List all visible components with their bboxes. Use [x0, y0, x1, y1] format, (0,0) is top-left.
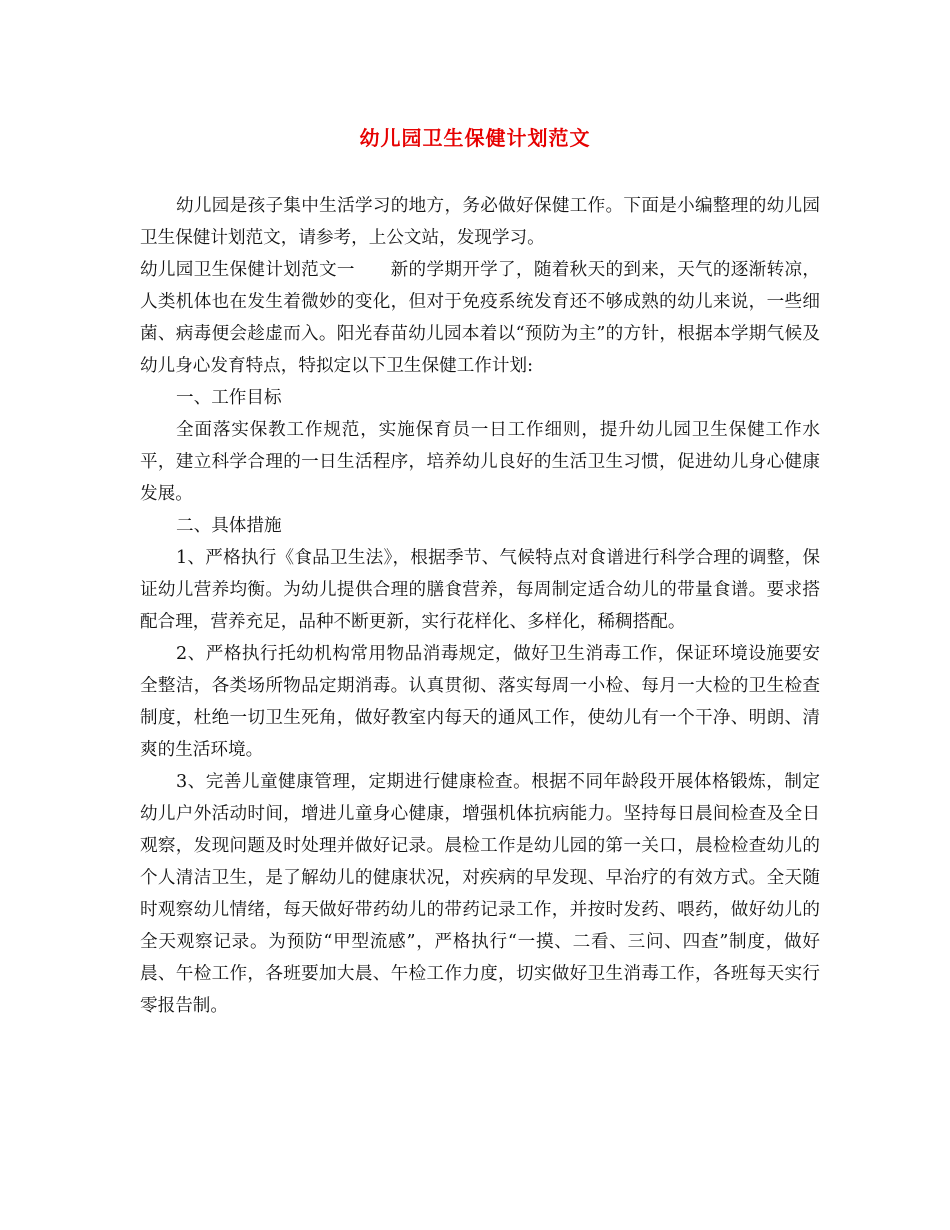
paragraph-intro: 幼儿园是孩子集中生活学习的地方，务必做好保健工作。下面是小编整理的幼儿园卫生保健计划范文，请参考，上公文站，发现学习。: [140, 196, 820, 248]
paragraph-goals: 全面落实保教工作规范，实施保育员一日工作细则，提升幼儿园卫生保健工作水平，建立科学合理的一日生活程序，培养幼儿良好的生活卫生习惯，促进幼儿身心健康发展。: [140, 420, 820, 504]
paragraph-plan-one: 幼儿园卫生保健计划范文一 新的学期开学了，随着秋天的到来，天气的逐渐转凉，人类机体也在发生着微妙的变化，但对于免疫系统发育还不够成熟的幼儿来说，一些细菌、病毒便会趁虚而入。阳光春苗幼儿园本着以“预防为主”的方针，根据本学期气候及幼儿身心发育特点，特拟定以下卫生保健工作计划:: [140, 260, 820, 376]
document-title: 幼儿园卫生保健计划范文: [359, 126, 591, 150]
section-heading-goals: 一、工作目标: [176, 388, 282, 408]
document-body: [140, 190, 820, 1022]
paragraph-measure-2: 2、严格执行托幼机构常用物品消毒规定，做好卫生消毒工作，保证环境设施要安全整洁，各类场所物品定期消毒。认真贯彻、落实每周一小检、每月一大检的卫生检查制度，杜绝一切卫生死角，做好教室内每天的通风工作，使幼儿有一个干净、明朗、清爽的生活环境。: [140, 644, 820, 760]
paragraph-measure-3: 3、完善儿童健康管理，定期进行健康检查。根据不同年龄段开展体格锻炼，制定幼儿户外活动时间，增进儿童身心健康，增强机体抗病能力。坚持每日晨间检查及全日观察，发现问题及时处理并做好记录。晨检工作是幼儿园的第一关口，晨检检查幼儿的个人清洁卫生，是了解幼儿的健康状况，对疾病的早发现、早治疗的有效方式。全天随时观察幼儿情绪，每天做好带药幼儿的带药记录工作，并按时发药、喂药，做好幼儿的全天观察记录。为预防“甲型流感”，严格执行“一摸、二看、三问、四查”制度，做好晨、午检工作，各班要加大晨、午检工作力度，切实做好卫生消毒工作，各班每天实行零报告制。: [140, 772, 820, 1016]
paragraph-measure-1: 1、严格执行《食品卫生法》，根据季节、气候特点对食谱进行科学合理的调整，保证幼儿营养均衡。为幼儿提供合理的膳食营养，每周制定适合幼儿的带量食谱。要求搭配合理，营养充足，品种不断更新，实行花样化、多样化，稀稠搭配。: [140, 548, 820, 632]
section-heading-measures: 二、具体措施: [176, 516, 282, 536]
